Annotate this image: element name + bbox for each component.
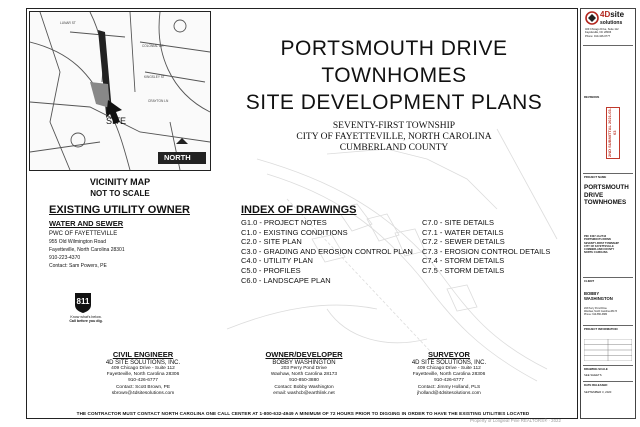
rail-divider — [583, 381, 633, 382]
submittal-stamp: 2ND SUBMITTAL 2021-03-03 — [606, 107, 620, 159]
city: CITY OF FAYETTEVILLE, NORTH CAROLINA — [296, 132, 492, 142]
drawing-scale-value: SEE SHEETS — [584, 373, 602, 377]
owner-line: 910-850-3880 — [289, 378, 319, 384]
client-addr-line: 203 Perry Pond Drive — [584, 307, 607, 310]
client-addr-line: Waxhaw, North Carolina 28173 — [584, 310, 617, 313]
call-811-tagline — [65, 315, 107, 323]
rail-divider — [583, 325, 633, 326]
civil-engineer-heading: CIVIL ENGINEER — [112, 350, 174, 359]
index-item: C1.0 - EXISTING CONDITIONS — [241, 227, 348, 237]
rail-divider — [583, 277, 633, 278]
logo-4d: 4D — [600, 10, 611, 19]
svg-text:LUNAR ST: LUNAR ST — [60, 21, 76, 25]
township: SEVENTY-FIRST TOWNSHIP — [332, 121, 456, 131]
vicinity-map-drawing — [30, 12, 210, 170]
tagline-line-1: Know what's below. — [70, 315, 102, 319]
surveyor-block — [379, 350, 519, 397]
drawing-scale-label: DRAWING SCALE — [584, 367, 608, 371]
civil-engineer-block — [73, 350, 213, 397]
plan-sheet — [26, 8, 578, 419]
title-line-2: TOWNHOMES — [321, 64, 467, 87]
utility-org: PWC OF FAYETTEVILLE — [49, 231, 118, 237]
owner-heading: OWNER/DEVELOPER — [265, 350, 343, 359]
svg-text:KINGSLEY ST: KINGSLEY ST — [144, 75, 165, 79]
project-name — [584, 184, 629, 207]
civil-line: Fayetteville, North Carolina 28306 — [106, 372, 180, 378]
project-name-line: DRIVE — [584, 191, 604, 199]
index-list-right — [422, 218, 550, 276]
project-detail-line: CITY OF FAYETTEVILLE — [584, 244, 614, 248]
surveyor-heading: SURVEYOR — [428, 350, 470, 359]
owner-line: 203 Perry Pond Drive — [281, 366, 327, 371]
surveyor-line: 910-426-6777 — [434, 378, 464, 384]
svg-text:CRAYTON LN: CRAYTON LN — [148, 99, 169, 103]
svg-text:COLONIAL DR: COLONIAL DR — [142, 44, 164, 48]
utility-contact: Contact: Sam Powers, PE — [49, 263, 107, 269]
client-addr-line: Phone: 910-850-3880 — [584, 313, 608, 316]
index-item: C7.3 - EROSION CONTROL DETAILS — [422, 246, 551, 256]
project-detail-line: SEVENTY-FIRST TOWNSHIP — [584, 241, 619, 245]
owner-developer-block — [234, 350, 374, 397]
company-logo-text — [600, 11, 624, 27]
index-item: C5.0 - PROFILES — [241, 265, 301, 275]
index-item: C6.0 - LANDSCAPE PLAN — [241, 275, 331, 285]
watermark: Property of Longleaf Pine REALTORS® · 2022 — [470, 418, 561, 423]
project-name-line: TOWNHOMES — [584, 199, 627, 207]
project-name-label: PROJECT NAME — [584, 175, 607, 179]
site-label: SITE — [106, 116, 127, 126]
index-item: C7.0 - SITE DETAILS — [422, 218, 494, 227]
title-block-rail — [580, 8, 636, 419]
client-label: CLIENT — [584, 279, 595, 283]
rail-divider — [583, 45, 633, 46]
utility-address — [49, 230, 125, 270]
one-call-notice: THE CONTRACTOR MUST CONTACT NORTH CAROLINA ONE CALL CENTER AT 1-800-632-4949 A MINIMUM OF 72 HOURS PRIOR TO DIGGING IN ORDER TO HAVE THE EXISTING UTILITIES LOCATED — [76, 411, 530, 416]
company-addr-line: 409 Chicago Drive, Suite 112 — [585, 28, 619, 31]
civil-engineer-name: 4D SITE SOLUTIONS, INC. — [105, 360, 181, 366]
project-details — [584, 235, 619, 255]
surveyor-name: 4D SITE SOLUTIONS, INC. — [411, 360, 487, 366]
civil-line: sbrown@4dsitesolutions.com — [111, 390, 175, 396]
owner-name: BOBBY WASHINGTON — [272, 360, 336, 366]
index-item: C3.0 - GRADING AND EROSION CONTROL PLAN — [241, 246, 413, 256]
company-logo-icon — [585, 11, 599, 25]
index-item: C7.5 - STORM DETAILS — [422, 265, 505, 275]
owner-line: email: washcb@earthlink.net — [273, 390, 335, 396]
rail-divider — [583, 365, 633, 366]
civil-line: 409 Chicago Drive - Suite 112 — [111, 366, 175, 371]
vicinity-map — [29, 11, 211, 171]
index-heading: INDEX OF DRAWINGS — [241, 204, 357, 216]
client-name-line: WASHINGTON — [584, 296, 613, 301]
company-addr-line: Phone: 910-426-6777 — [585, 34, 611, 38]
index-item: C7.2 - SEWER DETAILS — [422, 237, 505, 247]
north-label: NORTH — [164, 153, 191, 162]
surveyor-line: jholland@4dsitesolutions.com — [417, 390, 481, 396]
badge-811-number: 811 — [76, 297, 90, 306]
utility-addr-2: Fayetteville, North Carolina 28301 — [49, 247, 125, 253]
civil-line: Contact: Scott Brown, PE — [115, 384, 171, 390]
index-item: G1.0 - PROJECT NOTES — [241, 218, 327, 227]
rail-divider — [583, 173, 633, 174]
company-addr-line: Fayetteville, NC 28306 — [585, 31, 612, 35]
tagline-line-2: Call before you dig. — [69, 319, 103, 324]
surveyor-line: Fayetteville, North Carolina 28306 — [412, 372, 486, 378]
owner-line: Contact: Bobby Washington — [274, 384, 334, 390]
utility-addr-1: 955 Old Wilmington Road — [49, 239, 106, 245]
title-line-1: PORTSMOUTH DRIVE — [280, 37, 508, 60]
call-811-icon — [73, 292, 93, 314]
project-info-label: PROJECT INFORMATION — [584, 327, 618, 331]
county: CUMBERLAND COUNTY — [339, 143, 449, 153]
index-item: C7.1 - WATER DETAILS — [422, 227, 504, 237]
project-detail-line: CUMBERLAND COUNTY — [584, 248, 615, 252]
client-address — [584, 307, 617, 316]
project-detail-line: NORTH CAROLINA — [584, 251, 608, 255]
owner-line: Waxhaw, North Carolina 28173 — [270, 372, 338, 378]
project-detail-line: PORTSMOUTH DRIVE — [584, 238, 612, 242]
surveyor-line: Contact: Jimmy Holland, PLS — [417, 384, 481, 390]
utility-phone: 910-223-4370 — [49, 255, 81, 261]
logo-solutions: solutions — [600, 20, 623, 26]
project-info-table — [584, 339, 632, 361]
project-name-line: PORTSMOUTH — [584, 184, 629, 191]
client-name-line: BOBBY — [584, 291, 600, 296]
logo-site: site — [610, 10, 625, 19]
surveyor-line: 409 Chicago Drive - Suite 112 — [417, 366, 481, 371]
civil-line: 910-426-6777 — [128, 378, 158, 384]
client-name — [584, 291, 613, 301]
index-item: C7.4 - STORM DETAILS — [422, 256, 505, 266]
vicinity-map-scale: NOT TO SCALE — [90, 189, 150, 198]
utility-owner-heading: EXISTING UTILITY OWNER — [49, 204, 190, 216]
company-address — [585, 28, 633, 38]
project-detail-line: PIN: 0407-13-2743 — [584, 235, 607, 238]
index-item: C4.0 - UTILITY PLAN — [241, 256, 313, 266]
date-released-label: DATE RELEASED — [584, 383, 608, 387]
vicinity-map-title: VICINITY MAP — [89, 177, 151, 187]
revisions-label: REVISIONS — [584, 95, 600, 99]
index-list-left — [241, 218, 413, 285]
title-block — [213, 35, 575, 154]
index-item: C2.0 - SITE PLAN — [241, 237, 302, 247]
water-sewer-heading: WATER AND SEWER — [49, 219, 124, 228]
title-line-3: SITE DEVELOPMENT PLANS — [245, 91, 543, 114]
date-released-value: SEPTEMBER 3, 2020 — [584, 390, 612, 394]
